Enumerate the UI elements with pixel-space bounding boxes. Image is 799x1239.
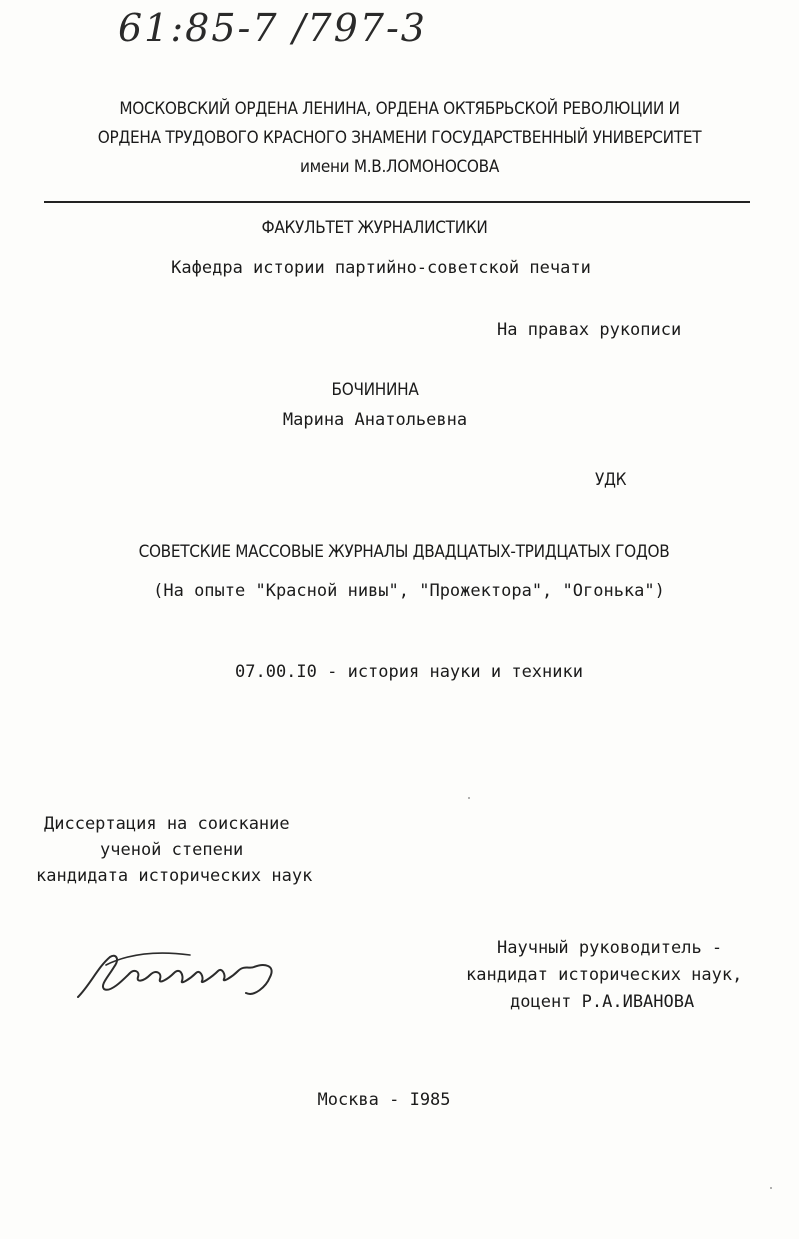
faculty-name: ФАКУЛЬТЕТ ЖУРНАЛИСТИКИ [261, 218, 488, 238]
author-given-names: Марина Анатольевна [282, 410, 468, 430]
city-year: Москва - I985 [317, 1090, 451, 1110]
university-line-1: МОСКОВСКИЙ ОРДЕНА ЛЕНИНА, ОРДЕНА ОКТЯБРЬСКОЙ РЕВОЛЮЦИИ И [119, 99, 680, 119]
degree-line-2: ученой степени [100, 840, 244, 860]
manuscript-rights: На правах рукописи [497, 320, 682, 340]
degree-line-3: кандидата исторических наук [36, 866, 313, 886]
author-signature [70, 945, 290, 1005]
archive-mark: 61:85-7 /797-3 [118, 6, 427, 50]
scan-speck [770, 1187, 772, 1189]
scan-speck [468, 797, 470, 799]
university-line-3: имени М.В.ЛОМОНОСОВА [299, 157, 500, 177]
author-surname: БОЧИНИНА [331, 380, 419, 400]
thesis-subtitle: (На опыте "Красной нивы", "Прожектора", "Огонька") [153, 581, 665, 601]
supervisor-line-1: Научный руководитель - [497, 938, 723, 958]
university-line-2: ОРДЕНА ТРУДОВОГО КРАСНОГО ЗНАМЕНИ ГОСУДАРСТВЕННЫЙ УНИВЕРСИТЕТ [97, 128, 702, 148]
department-name: Кафедра истории партийно-советской печати [171, 258, 591, 278]
supervisor-line-2: кандидат исторических наук, [466, 965, 743, 985]
thesis-title: СОВЕТСКИЕ МАССОВЫЕ ЖУРНАЛЫ ДВАДЦАТЫХ-ТРИДЦАТЫХ ГОДОВ [138, 542, 670, 562]
udc-label: УДК [595, 470, 627, 490]
degree-line-1: Диссертация на соискание [44, 814, 290, 834]
thesis-specialty: 07.00.I0 - история науки и техники [235, 662, 583, 682]
supervisor-line-3: доцент Р.А.ИВАНОВА [510, 992, 695, 1012]
header-divider [44, 201, 750, 203]
